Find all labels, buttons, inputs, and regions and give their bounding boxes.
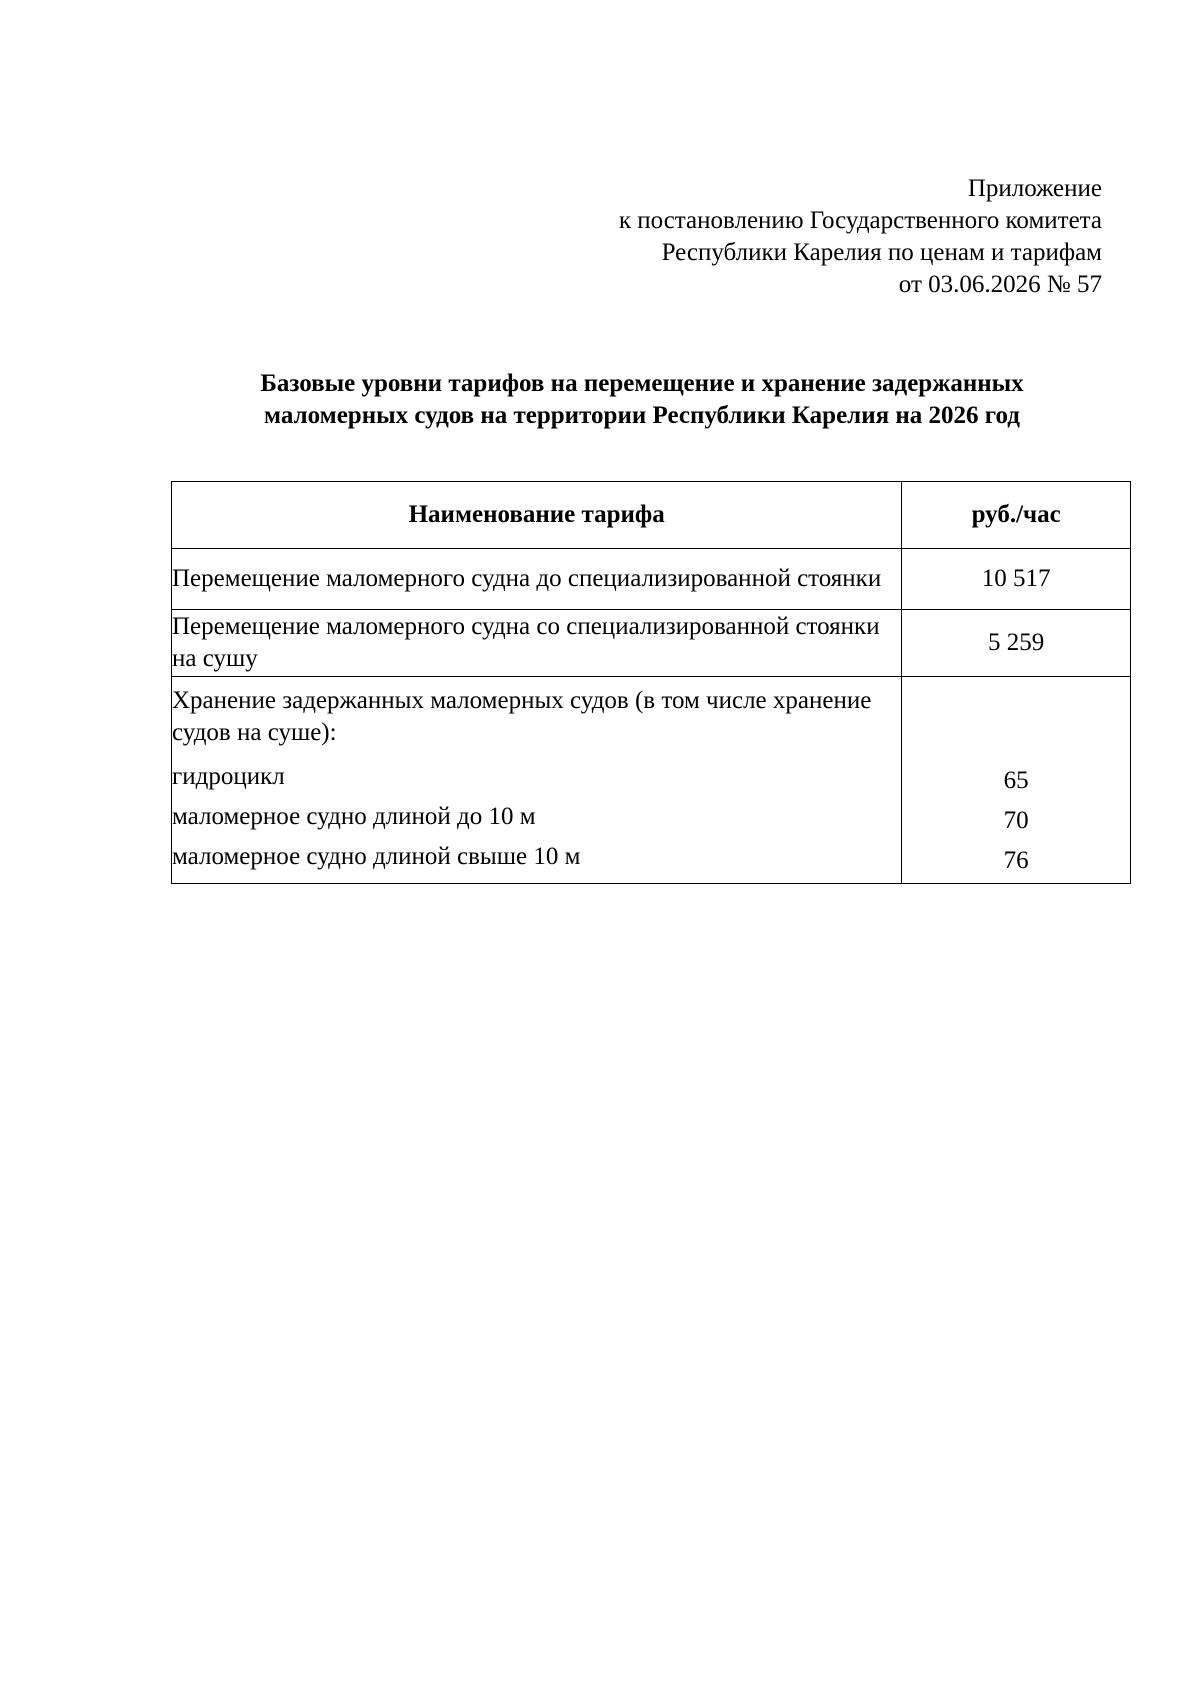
title-line: Базовые уровни тарифов на перемещение и хранение задержанных	[260, 370, 1024, 397]
appendix-block	[402, 173, 1102, 301]
appendix-line: от 03.06.2026 № 57	[898, 271, 1102, 298]
storage-item-rate: 70	[1003, 807, 1029, 834]
storage-name-cell	[172, 677, 902, 884]
appendix-line: к постановлению Государственного комитета	[618, 207, 1102, 234]
table-header-row	[172, 482, 1131, 549]
tariff-name-cell: Перемещение маломерного судна до специализированной стоянки	[172, 549, 902, 610]
storage-item-name: гидроцикл	[172, 763, 285, 790]
table-row-storage	[172, 677, 1131, 884]
appendix-line: Приложение	[967, 175, 1102, 202]
storage-intro-text: Хранение задержанных маломерных судов (в том числе хранение судов на суше):	[172, 687, 872, 746]
storage-item-name: маломерное судно длиной до 10 м	[172, 803, 536, 830]
header-tariff-name: Наименование тарифа	[172, 482, 902, 549]
title-line: маломерных судов на территории Республики Карелия на 2026 год	[264, 402, 1020, 429]
storage-item-rate: 65	[1003, 767, 1029, 794]
storage-item-rate: 76	[1003, 847, 1029, 874]
storage-rate-cell	[902, 677, 1131, 884]
table-row	[172, 610, 1131, 677]
tariffs-table	[171, 481, 1131, 884]
tariff-rate-cell: 5 259	[902, 610, 1131, 677]
appendix-line: Республики Карелия по ценам и тарифам	[661, 239, 1102, 266]
table-row	[172, 549, 1131, 610]
storage-item-name: маломерное судно длиной свыше 10 м	[172, 843, 581, 870]
tariff-rate-cell: 10 517	[902, 549, 1131, 610]
tariff-name-cell: Перемещение маломерного судна со специализированной стоянки на сушу	[172, 610, 902, 677]
header-rate-unit: руб./час	[902, 482, 1131, 549]
document-title	[160, 368, 1124, 432]
storage-rate-stack	[902, 677, 1130, 883]
